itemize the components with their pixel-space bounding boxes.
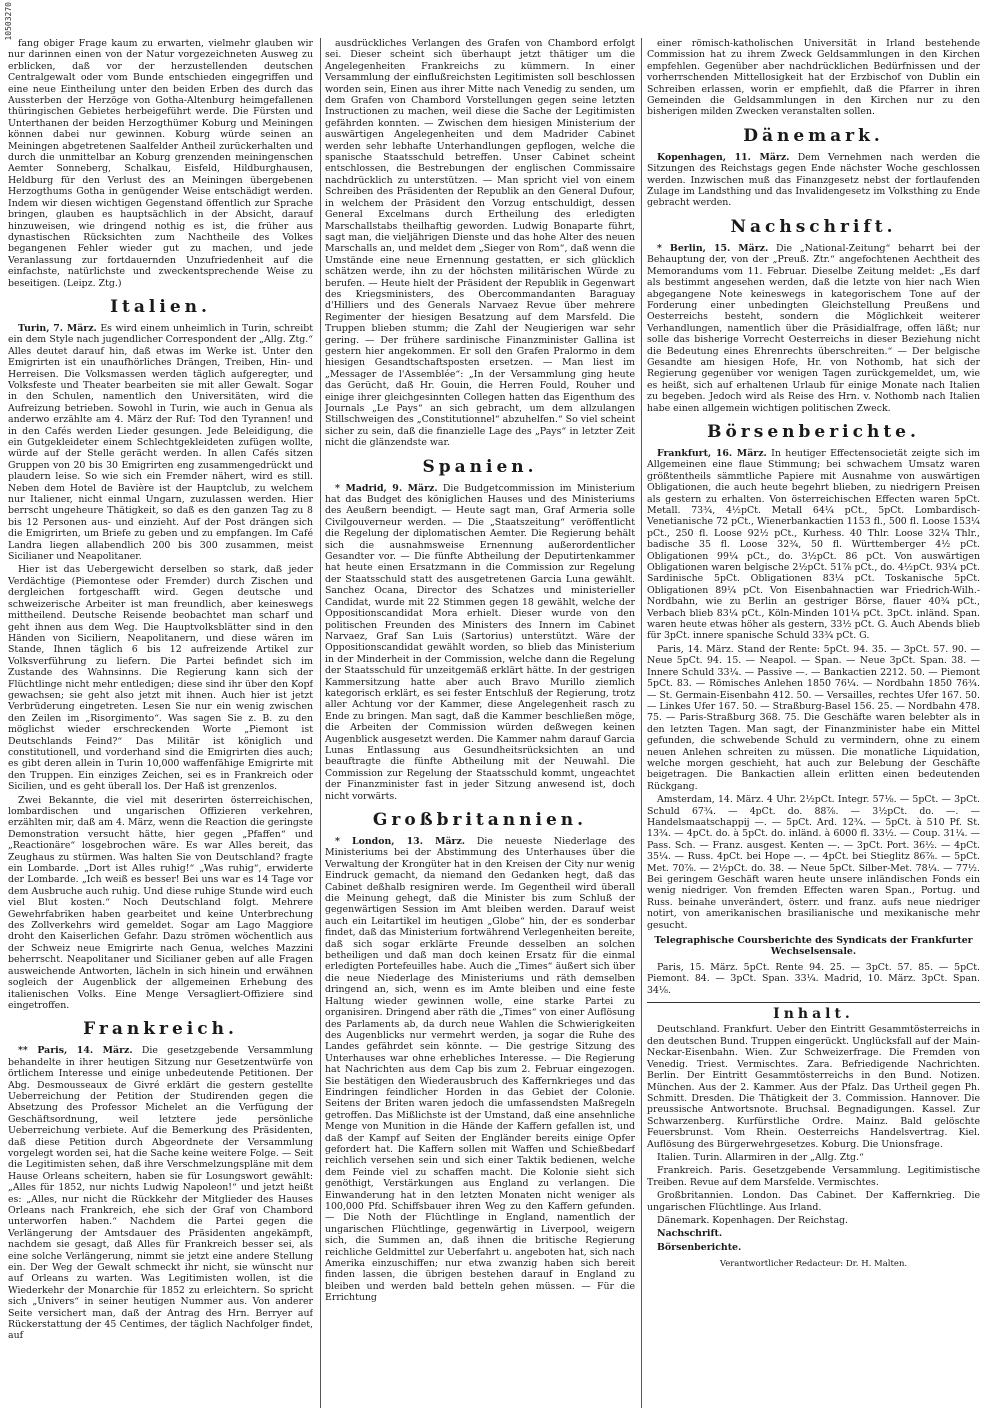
dateline: ** Paris, 14. März. xyxy=(18,1045,133,1057)
telegraph-heading: Telegraphische Coursberichte des Syndicats der Frankfurter Wechselsensale. xyxy=(654,935,973,958)
contents-entry: Italien. Turin. Allarmiren in der „Allg. Ztg.“ xyxy=(657,1151,864,1163)
contents-entry: Dänemark. Kopenhagen. Der Reichstag. xyxy=(657,1214,849,1226)
article-paragraph xyxy=(647,152,980,209)
section-heading-postscript: Nachschrift. xyxy=(730,216,897,237)
article-text: Die „National-Zeitung“ beharrt bei der Behauptung der, von der „Preuß. Ztr.“ angefochtenen Aechtheit des Memorandums vom 11. Februar. Dieselbe Zeitung meldet: „Es darf als bestimmt angesehen werden, daß die letzte von hier nach Wien abgegangene Note keineswegs in kategorischem Tone auf der Forderung einer unbedingten Gleichstellung Preußens und Oesterreichs besteht, sondern die Möglichkeit weiterer Verhandlungen, namentlich über die Präsidialfrage, offen läßt; nur solle das bisherige Vorrecht Oesterreichs in dieser Beziehung nicht die Bedeutung eines Ehrenrechts überschreiten.“ — Der belgische Gesandte am hiesigen Hofe, Hr. von Nothomb, hat sich der Regierung gegenüber vor wenigen Tagen zurückgemeldet, um, wie es heißt, sich auf erhaltenen Urlaub für einige Monate nach Italien zu begeben. Jedoch wird als Reise des Hrn. v. Nothomb nach Italien habe einen allgemein wichtigen politischen Zweck. xyxy=(647,242,980,414)
article-text: Die neueste Niederlage des Ministeriums bei der Abstimmung des Unterhauses über die Verwaltung der Krongüter hat in den Kreisen der City nur wenig Eindruck gemacht, da niemand den Gedanken hegt, daß das Cabinet deßhalb resigniren werde. Im Gegentheil wird überall die Meinung gehegt, daß die Minister bis zum Schluß der gegenwärtigen Session im Amt bleiben werden. Darauf weist auch ein Leitartikel im heutigen „Globe“ hin, der es sonderbar findet, daß das Ministerium fortwährend Verlegenheiten bereite, daß sich sogar erklärte Freunde desselben an solchen betheiligen und daß man doch keinen Ersatz für die einmal erledigten Portefeuilles habe. Auch die „Times“ äußert sich über die neue Niederlage des Ministeriums und räth demselben dringend an, sich, wenn es im Amte bleiben und eine feste Haltung wieder gewinnen wolle, eine starke Partei zu organisiren. Dringend aber räth die „Times“ von einer Auflösung des Parlaments ab, da durch neue Wahlen die Schwierigkeiten des Augenblicks nur vermehrt werden, ja sogar die Ruhe des Landes gefährdet sein könnte. — Die gestrige Sitzung des Unterhauses war ohne erhebliches Interesse. — Die Regierung hat Nachrichten aus dem Cap bis zum 2. Februar eingezogen. Sie bestätigen den Wiederausbruch des Kaffernkrieges und das Eindringen feindlicher Horden in das Gebiet der Colonie. Seitens der Briten waren jedoch die umfassendsten Maßregeln getroffen. Das Mißlichste ist der Umstand, daß eine ansehnliche Menge von Munition in die Hände der Kaffern gefallen ist, und daß der Kampf auf Seiten der Engländer bereits einige Opfer gefordert hat. Die Kaffern sollen mit Waffen und Schießbedarf reichlich versehen sein und sich einer Taktik bedienen, welche dem Feinde viel zu schaffen macht. Die Kolonie sieht sich genöthigt, Verstärkungen aus England zu verlangen. Die Einwanderung hat in den letzten Monaten nicht weniger als 100,000 Pfd. Schiffsbauer ihren Weg zu den Kaffern gefunden. — Die Noth der Flüchtlinge in England, namentlich der ungarischen Flüchtlinge, gegenwärtig in Liverpool, weigern sich, die Summen an, daß ihnen die britische Regierung reichliche Geldmittel zur Ueberfahrt u. angeboten hat, sich nach Amerika einzuschiffen; nur etwa zwanzig haben sich bereit finden lassen, die übrigen bestehen darauf in England zu bleiben und werden bald betteln gehen müssen. — Für die Errichtung xyxy=(325,836,635,1304)
contents-entry: Frankreich. Paris. Gesetzgebende Versammlung. Legitimistische Treiben. Revue auf dem Marsfelde. Vermischtes. xyxy=(647,1165,980,1188)
article-text: Die gesetzgebende Versammlung behandelte in ihrer heutigen Sitzung nur Gesetzentwürfe von örtlichem Interesse und einige unbedeutende Petitionen. Der Abg. Desmousseaux de Givré erklärt die gestern gestellte Ueberreichung der Petition der Studirenden gegen die Absetzung des Professor Michelet an die Verfügung der Geschäftsordnung, weil letztere jede persönliche Ueberreichung verbiete. Auf die Bemerkung des Präsidenten, daß diese Petition durch Abgeordnete der Versammlung vorgelegt worden sei, hat die Sache keine weitere Folge. — Seit die Legitimisten sehen, daß ihre Verschmelzungspläne mit dem Hause Orleans scheitern, haben sie für Losungswort gewählt: „Alles für 1852, nur nichts Ludwig Napoleon!“ und jetzt heißt es: „Alles, nur nicht die Rückkehr der Mitglieder des Hauses Orleans nach Frankreich, ehe sich der Graf von Chambord unterworfen haben.“ Nachdem die Partei gegen die Verlängerung der Amtsdauer des Präsidenten angekämpft, nachdem sie gesagt, daß Alles für Frankreich besser sei, als eine solche Verlängerung, nimmt sie jetzt eine andere Stellung ein. Der Weg der Gewalt schmeckt ihr nicht, sie wünscht nur auf Orleans zu warten. Was Legitimisten wollen, ist die Wiederkehr der Monarchie für 1852 zu erleichtern. So spricht sich „Univers“ in seiner heutigen Nummer aus. Von anderer Seite versichert man, daß der Antrag des Hrn. Berryer auf Rückerstattung der 45 Centimes, der täglich Nachfolger findet, auf xyxy=(8,1045,313,1342)
section-heading-italy: Italien. xyxy=(110,296,211,317)
article-paragraph: Paris, 15. März. 5pCt. Rente 94. 25. — 3pCt. 57. 85. — 5pCt. Piemont. 84. — 3pCt. Span. 33¼. Madrid, 10. März. 3pCt. Span. 34⅛. xyxy=(647,961,980,996)
article-paragraph: Paris, 14. März. Stand der Rente: 5pCt. 94. 35. — 3pCt. 57. 90. — Neue 5pCt. 94. 15. — Neapol. — Span. — Neue 3pCt. Span. 38. — Innere Schuld 33¼. — Passive —. — Bankactien 2212. 50. — Piemont 5pCt. 83. — Römisches Anlehen 1850 76¼. — Nordbahn 1850 76¾. — St. Germain-Eisenbahn 412. 50. — Versailles, rechtes Ufer 167. 50. — Linkes Ufer 167. 50. — Straßburg-Basel 156. 25. — Nordbahn 478. 75. — Paris-Straßburg 368. 75. Die Geschäfte waren belebter als in den letzten Tagen. Man sagt, der Finanzminister habe ein Mittel gefunden, die schwebende Schuld zu vermindern, ohne zu einem neuen Anlehen schreiten zu müssen. Die monatliche Liquidation, welche morgen geschieht, hat auch zur Belebung der Geschäfte beigetragen. Die Bankactien allein erlitten einen bedeutenden Rückgang. xyxy=(647,643,980,792)
article-paragraph xyxy=(325,483,635,802)
article-paragraph: fang obiger Frage kaum zu erwarten, vielmehr glauben wir nur darinnen einen von der Natur vorgezeichneten Ausweg zu erblicken, daß vor der herzustellenden deutschen Centralgewalt oder vom Bunde entschieden eingegriffen und eine neue Eintheilung unter den beiden Erben des durch das Aussterben der Herzöge von Gotha-Altenburg heimgefallenen thüringischen Gebietes herbeigeführt werde. Die Fürsten und Unterthanen der beiden Herzogthümer Koburg und Meiningen können dabei nur gewinnen. Koburg würde seinen an Meiningen abgetretenen Saalfelder Antheil zurückerhalten und durch die unmittelbar an Koburg grenzenden meiningenschen Aemter Sonneberg, Schalkau, Eisfeld, Hildburghausen, Heldburg für den Verlust des an Meiningen übergebenen Herzogthums Gotha in genügender Weise entschädigt werden. Indem wir diesen wichtigen Gegenstand öffentlich zur Sprache bringen, glauben es hauptsächlich in der Absicht, darauf hinzuweisen, wie dringend nothig es ist, die früher aus dynastischen Rücksichten zum Nachtheile des Volkes begangenen Fehler wieder gut zu machen, und jede Veranlassung zur fortdauernden Unzufriedenheit auf die einfachste, natürlichste und zweckentsprechende Weise zu beseitigen. (Leipz. Ztg.) xyxy=(8,38,313,289)
contents-heading: Inhalt. xyxy=(773,1006,854,1023)
article-paragraph: Amsterdam, 14. März. 4 Uhr. 2½pCt. Integr. 57⅛. — 5pCt. — 3pCt. Schuld 67¾. — 4pCt. do. 88⅞. — 3½pCt. do. —. — Handelsmaatschappij —. — 5pCt. Ard. 12¾. — 5pCt. à 510 Pf. St. 13¾. — 4pCt. do. à 5pCt. do. inländ. à 6000 fl. 33½. — Coup. 31¼. — Pass. Sch. — Franz. ausgest. Kenten —. — 3pCt. Port. 36½. — 4pCt. 35¼. — Russ. 4pCt. bei Hope —. — 4pCt. bei Stieglitz 86⅞. — 5pCt. Met. 70⅞. — 2½pCt. do. 38. — Neue 5pCt. Silber-Met. 78¼. — 77½. Bei geringem Geschäft waren heute unsere inländischen Fonds ein wenig niedriger. Von fremden Effecten waren Span., Portug. und Russ. beinahe unverändert, österr. und franz. aufs neue niedriger notirt, von amerikanischen brasilianische und mexikanische mehr gesucht. xyxy=(647,794,980,931)
article-text: Die Budgetcommission im Ministerium hat das Budget des königlichen Hauses und des Ministeriums des Aeußern beendigt. — Heute sagt man, Graf Armeria solle Civilgouverneur werden. — Die „Staatszeitung“ veröffentlicht die Regelung der diplomatischen Aemter. Die Regierung behält sich die ausnahmsweise Ernennung außerordentlicher Gesandter vor. — Die fünfte Abtheilung der Deputirtenkammer hat heute einen Ersatzmann in die Commission zur Regelung der Staatsschuld statt des ausgetretenen Garcia Luna gewählt. Sanchez Ocana, Director des Schatzes und ministerieller Candidat, wurde mit 22 Stimmen gegen 18 gewählt, welche der Oppositionscandidat Mora erhielt. Dieser wurde von den politischen Freunden des Ministers des Innern im Cabinet Narvaez, Graf San Luis (Sartorius) unterstützt. Wäre der Oppositionscandidat gewählt worden, so blieb das Ministerium in der Minderheit in der Commission, welche dann die Regelung der Staatsschuld für unzeitgemäß erklärt hätte. In der gestrigen Kammersitzung hatte aber auch Bravo Murillo ziemlich kategorisch erklärt, es sei fester Entschluß der Regierung, trotz aller Achtung vor der Kammer, diese Angelegenheit rasch zu Ende zu bringen. Man sagt, daß die Kammer beschließen möge, die Arbeiten der Commission würden deßwegen keinen Augenblick ausgesetzt werden. Die Kammer nahm darauf Garcia Lunas Entlassung aus Gesundheitsrücksichten an und beauftragte die fünfte Abtheilung mit der Neuwahl. Die Commission zur Regelung der Staatsschuld kommt, ungeachtet der Finanzminister fast in jeder Sitzung anwesend ist, doch nicht vorwärts. xyxy=(325,482,635,802)
contents-entry: Börsenberichte. xyxy=(657,1241,742,1253)
dateline: * London, 13. März. xyxy=(335,836,466,847)
divider xyxy=(647,1002,980,1003)
contents-entry: Nachschrift. xyxy=(657,1228,723,1240)
article-paragraph: ausdrückliches Verlangen des Grafen von Chambord erfolgt sei. Dieser scheint sich überhaupt jetzt thätiger um die Angelegenheiten Frankreichs zu kümmern. In einer Versammlung der einflußreichsten Legitimisten soll beschlossen worden sein, Einen aus ihrer Mitte nach Venedig zu senden, um dem Grafen von Chambord Vorstellungen gegen seine letzten Instructionen zu machen, weil diese die Sache der Legitimisten gefährden konnten. — Zwischen dem hiesigen Ministerium der auswärtigen Angelegenheiten und dem Madrider Cabinet werden sehr lebhafte Unterhandlungen gepflogen, welche die spanische Staatsschuld betreffen. Unser Cabinet scheint entschlossen, die Bestrebungen der englischen Commissaire nachdrücklich zu unterstützen. — Man spricht viel von einem Schreiben des Präsidenten der Republik an den General Dufour, in welchem der Präsident den Vorzug entschuldigt, dessen General Excelmans durch Ertheilung des erledigten Marschallstabs theilhaftig geworden. Ludwig Bonaparte führt, sagt man, die vieljährigen Dienste und das hohe Alter des neuen Marschalls an, und meldet dem „Sieger von Rom“, daß wenn die Umstände eine neue Ernennung gestatten, er sich glücklich schätzen werde, ihn zu der höchsten militärischen Würde zu berufen. — Heute hielt der Präsident der Republik in Gegenwart des Kriegsministers, des Obercommandanten Baraguay d'Hilliers und des Generals Narvaez Revue über mehrere Regimenter der hiesigen Besatzung auf dem Marsfeld. Die Truppen blieben stumm; die Zahl der Neugierigen war sehr gering. — Der frühere sardinische Finanzminister Gallina ist gestern hier angekommen. Er soll den Grafen Pralormo in dem hiesigen Gesandtschaftsposten ersetzen. — Man liest im „Messager de l'Assemblée“: „In der Versammlung ging heute das Gerücht, daß Hr. Gouin, die Herren Fould, Rouher und einige ihrer gleichgesinnten Collegen hatten das Eigenthum des Journals „Le Pays“ an sich gebracht, um dem allzulangen Stillschweigen des „Constitutionnel“ abzuhelfen.“ So viel scheint sicher zu sein, daß die finanzielle Lage des „Pays“ in letzter Zeit nicht die glänzendste war. xyxy=(325,38,635,449)
section-heading-great-britain: Großbritannien. xyxy=(372,810,588,830)
article-text: Es wird einem unheimlich in Turin, schreibt ein dem Style nach jugendlicher Correspondent der „Allg. Ztg.“ Alles deutet darauf hin, daß etwas im Werke ist. Unter den Emigrirten ist ein unaufhörliches Drängen, Treiben, Hin- und Herreisen. Die Volksmassen werden täglich aufgeregter, und Volksfeste und Theater bearbeiten sie mit aller Gewalt. Sogar in den Schulen, namentlich den Universitäten, wird die Aufreizung betrieben. Sowohl in Turin, wie auch in Genua als anderwo erzählte am 4. März der Ruf: Tod den Tyrannen! und in den Cafés werden Lieder gesungen. Jede Beleidigung, die ein Gutgekleideter einem Schlechtgekleideten zufügen wollte, würde auf der Stelle gerächt werden. In allen Cafés sitzen Gruppen von 20 bis 30 Emigrirten eng zusammengedrückt und plaudern leise. So wie sich ein Fremder nähert, wird es still. Neben dem Hotel de Bavière ist der Hauptclub, zu welchem nur Italiener, nicht einmal Ungarn, zuzulassen werden. Hier berrscht ungeheure Thätigkeit, so daß es den ganzen Tag zu 8 bis 12 Personen aus- und einzieht. Auf der Post drängen sich die Emigrirten, um Briefe zu geben und zu empfangen. Im Café Landra liegen allabendlich 200 bis 300 zusammen, meist Sicilianer und Neapolitaner. xyxy=(8,322,313,563)
section-heading-spain: Spanien. xyxy=(422,456,538,477)
section-heading-bourse: Börsenberichte. xyxy=(707,421,920,442)
column-1 xyxy=(8,38,313,1413)
article-paragraph: Hier ist das Uebergewicht derselben so stark, daß jeder Verdächtige (Piemontese oder Fremder) durch Zischen und dergleichen fortgeschafft wird. Gegen deutsche und schweizerische Arbeiter ist man freundlich, aber keineswegs mittheilend. Deutsche Reisende beobachtet man scharf und geht ihnen aus dem Weg. Die Hauptvolksblätter sind in den Händen von Siciliern, Neapolitanern, und diese wären im Stande, Ihnen täglich 6 bis 12 aufreizende Artikel zur Volksverführung zu liefern. Die Partei befindet sich im Zustande des Wahnsinns. Die Regierung kann sich der Flüchtlinge nicht mehr entledigen; diese sind ihr über den Kopf gewachsen; sie geht also jetzt mit ihnen. Auch hier ist jetzt Verbrüderung eingetreten. Lesen Sie nur ein wenig zwischen den Zeilen im „Risorgimento“. Was sagen Sie z. B. zu den möglichst wieder erschreckenden Worte „Piemont ist Deutschlands Feind?“ Das Militär ist königlich und constitutionell, und vorderhand sind die Emigrirten dies auch; es gibt deren allein in Turin 10,000 waffenfähige Emigrirte mit den Truppen. Ein einziges Zeichen, sei es in Frankreich oder Sicilien, und es geht überall los. Der Haß ist grenzenlos. xyxy=(8,564,313,793)
newspaper-columns xyxy=(8,38,980,1413)
column-2 xyxy=(325,38,635,1413)
column-3 xyxy=(647,38,980,1413)
section-heading-france: Frankreich. xyxy=(83,1019,238,1040)
dateline: * Berlin, 15. März. xyxy=(657,242,769,254)
article-text: In heutiger Effectensocietät zeigte sich im Allgemeinen eine flaue Stimmung; bei schwachem Umsatz waren größtentheils sämmtliche Papiere mit Ausnahme von auswärtigen Obligationen, die auch heute begehrt blieben, zu niedrigern Preisen als gestern zu erhalten. Von österreichischen Effecten waren 5pCt. Metall. 73¾, 4½pCt. Metall 64¼ pCt., 5pCt. Lombardisch-Venetianische 72 pCt., Wienerbankactien 1153 fl., 500 fl. Loose 153¼ pCt., 250 fl. Loose 92½ pCt., Kurhess. 40 Thlr. Loose 32¼ Thlr., badische 35 fl. Loose 32¾, 50 fl. Württemberger 4½ pCt. Obligationen 99¼ pCt., do. 3½pCt. 86 pCt. Von auswärtigen Obligationen waren belgische 2½pCt. 51⅞ pCt., do. 4½pCt. 93¼ pCt. Sardinische 5pCt. Obligationen 83¼ pCt. Toskanische 5pCt. Obligationen 89¼ pCt. Von Eisenbahnactien war Friedrich-Wilh.-Nordbahn, wie zu Berlin an gestriger Börse, flauer 40¾ pCt., Verbach blieb 83¼ pCt., Köln-Minden 101¼ pCt. 3pCt. inländ. Span. waren heute etwas höher als gestern, 33½ pCt. G. Auch Abends blieb für 3pCt. innere spanische Schuld 33¾ pCt. G. xyxy=(647,447,980,642)
article-paragraph xyxy=(647,448,980,642)
dateline: Kopenhagen, 11. März. xyxy=(657,151,790,163)
article-text: Dem Vernehmen nach werden die Sitzungen des Reichstags gegen Ende nächster Woche geschlossen werden. Inzwischen muß das Finanzgesetz nebst der fortlaufenden Zulage im Landsthing und das Invalidengesetz im Volksthing zu Ende gebracht werden. xyxy=(647,151,980,209)
dateline: Frankfurt, 16. März. xyxy=(657,447,767,459)
editor-footer: Verantwortlicher Redacteur: Dr. H. Malten. xyxy=(719,1259,908,1270)
contents-entry: Deutschland. Frankfurt. Ueber den Eintritt Gesammtösterreichs in den deutschen Bund. Truppen eingerückt. Unglücksfall auf der Main-Neckar-Eisenbahn. Wien. Zur Schweizerfrage. Die Fremden von Venedig. Triest. Vermischtes. Zara. Befriedigende Nachrichten. Berlin. Der Eintritt Gesammtösterreichs in den Bund. Notizen. München. Aus der 2. Kammer. Aus der Pfalz. Das Urtheil gegen Ph. Schmitt. Dresden. Die Thätigkeit der 3. Commission. Hannover. Die preussische Antwortsnote. Bruchsal. Begnadigungen. Kassel. Zur Schwarzenberg. Kurfürstliche Ordre. Mainz. Bald gelöschte Feuersbrunst. Vom Rhein. Oesterreichs Handelsvertrag. Kiel. Auflösung des Bürgerwehrgesetzes. Koburg. Die Unionsfrage. xyxy=(647,1024,980,1150)
section-heading-denmark: Dänemark. xyxy=(743,125,884,146)
article-paragraph: Zwei Bekannte, die viel mit deserirten österreichischen, lombardischen und ungarischen Offizieren verkehren, erzählten mir, daß am 4. März, wenn die Reaction die geringste Demonstration versucht hätte, hier gegen „Pfaffen“ und „Reactionäre“ losgebrochen wäre. Es war Alles bereit, das Zeughaus zu stürmen. Was halten Sie von Deutschland? fragte ein Lombarde. „Dort ist Alles ruhig!“ „Was ruhig“, erwiderte der Lombarde. „Ich weiß es besser! Bei uns war es 14 Tage vor dem Ausbruche auch ruhig. Und diese ruhige Stunde wird euch viel Blut kosten.“ Noch Deutschland folgt. Mehrere Gewehrfabriken haben gearbeitet und keine Unterbrechung des Zollverkehrs wird gemeldet. Sogar am Lago Maggiore droht den Kaiserlichen Gefahr. Dazu strömen wöchentlich aus der Schweiz neue Emigrirte nach Genua, welches Mazzini beherrscht. Neapolitaner und Sicilianer geben auf alle Fragen ausweichende Antworten, lächeln in sich hinein und erwähnen sogleich der Augenblick der allgemeinen Erhebung des italienischen Volks. Eine Menge Versagliert-Offiziere sind eingetroffen. xyxy=(8,794,313,1011)
article-paragraph xyxy=(8,1045,313,1342)
contents-entry: Großbritannien. London. Das Cabinet. Der Kaffernkrieg. Die ungarischen Flüchtlinge. Aus Irland. xyxy=(647,1190,980,1213)
article-paragraph xyxy=(647,243,980,414)
article-paragraph: einer römisch-katholischen Universität in Irland bestehende Commission hat zu ihrem Zweck Geldsammlungen in den Kirchen empfehlen. Gegenüber aber nachdrücklichen Bedürfnissen und der vorherrschenden Mittellosigkeit hat der Erzbischof von Dublin ein Schreiben erlassen, worin er empfiehlt, daß die Pfarrer in ihren Gemeinden die Geldsammlungen in den Kirchen nur zu den bisherigen milden Zwecken veranstalten sollen. xyxy=(647,38,980,118)
article-paragraph xyxy=(8,323,313,563)
dateline: Turin, 7. März. xyxy=(18,322,97,334)
page-id: 10503270 xyxy=(4,2,13,41)
dateline: * Madrid, 9. März. xyxy=(335,482,438,494)
article-paragraph xyxy=(325,836,635,1304)
